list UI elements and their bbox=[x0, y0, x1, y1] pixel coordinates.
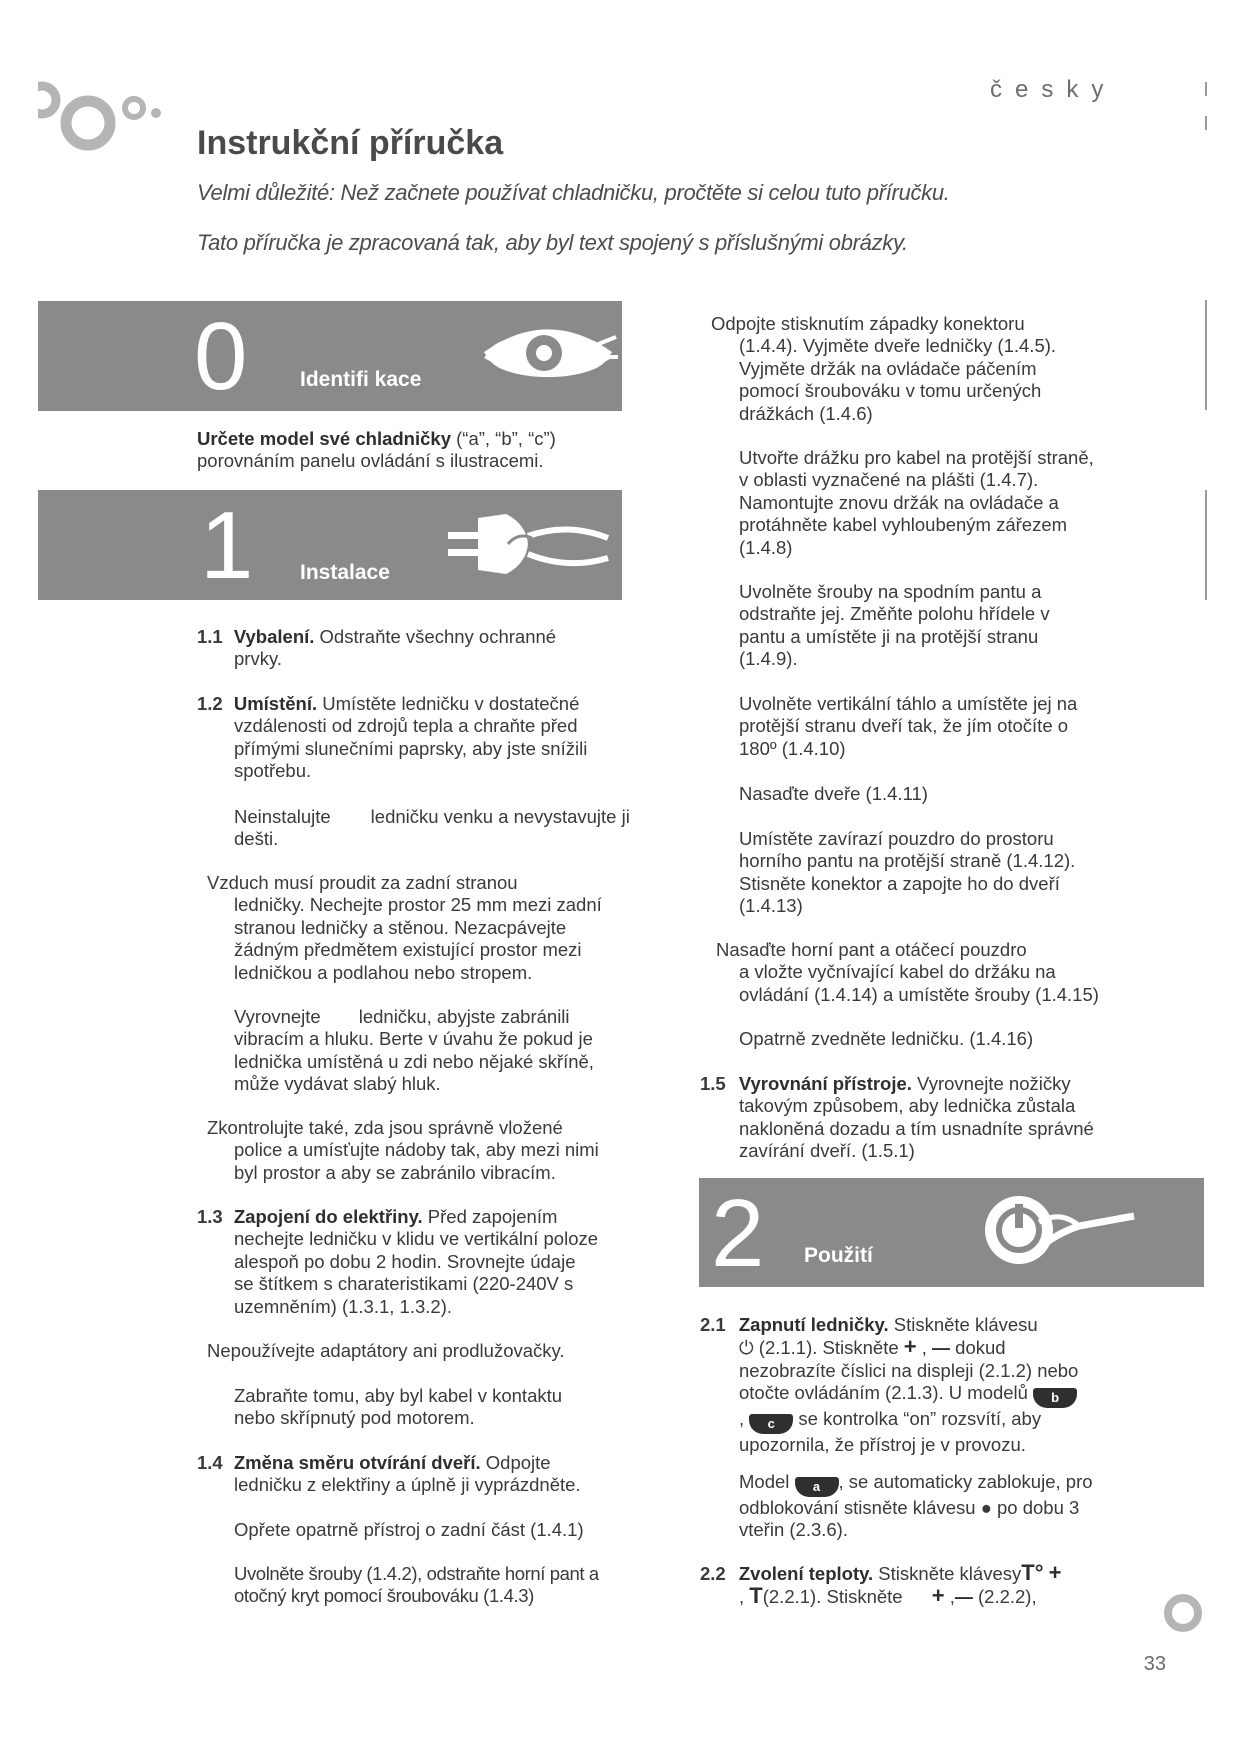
text-line: Namontujte znovu držák na ovládače a bbox=[739, 491, 1059, 513]
paragraph-lift: Opatrně zvedněte ledničku. (1.4.16) bbox=[739, 1028, 1034, 1049]
text-line: Stisněte konektor a zapojte ho do dveří bbox=[739, 872, 1060, 894]
model-a-key-icon: a bbox=[795, 1477, 839, 1497]
text-line: drážkách (1.4.6) bbox=[739, 402, 873, 424]
paragraph-cable-groove bbox=[739, 447, 1094, 559]
text-line: Umístěte ledničku v dostatečné bbox=[317, 693, 580, 714]
paragraph-number: 1.2 bbox=[197, 693, 223, 714]
paragraph-heading: Vyrovnání přístroje. bbox=[738, 1073, 912, 1094]
decorative-circle bbox=[1160, 1590, 1206, 1636]
paragraph-closing-sleeve bbox=[739, 828, 1075, 918]
paragraph-1-4 bbox=[197, 1452, 581, 1497]
text-line: ovládání (1.4.14) a umístěte šrouby (1.4.15) bbox=[739, 983, 1099, 1005]
text-line: Nasaďte horní pant a otáčecí pouzdro bbox=[716, 939, 1027, 960]
paragraph-1-1 bbox=[197, 626, 556, 671]
text-line: upozornila, že přístroj je v provozu. bbox=[739, 1434, 1026, 1456]
text-line: police a umísťujte nádoby tak, aby mezi nimi bbox=[234, 1139, 599, 1161]
text-line: takovým způsobem, aby lednička zůstala bbox=[739, 1095, 1076, 1117]
edge-mark bbox=[1205, 82, 1207, 96]
paragraph-lean-back: Opřete opatrně přístroj o zadní část (1.4.1) bbox=[234, 1519, 584, 1540]
edge-mark bbox=[1205, 116, 1207, 130]
text-line: dokud bbox=[950, 1337, 1006, 1359]
text-line: (1.4.8) bbox=[739, 536, 793, 558]
paragraph-number: 2.1 bbox=[700, 1314, 726, 1335]
text-line: Odstraňte všechny ochranné bbox=[314, 626, 557, 647]
section-number: 1 bbox=[200, 492, 254, 599]
text-line: Vyrovnejte bbox=[234, 1006, 321, 1027]
identification-heading: Určete model své chladničky bbox=[197, 428, 451, 449]
subtitle-important: Velmi důležité: Než začnete používat chladničku, pročtěte si celou tuto příručku. bbox=[197, 180, 950, 205]
paragraph-heading: Zapnutí ledničky. bbox=[738, 1314, 889, 1335]
text-line: Umístěte zavírazí pouzdro do prostoru bbox=[739, 828, 1054, 849]
paragraph-top-hinge bbox=[716, 939, 1099, 1006]
paragraph-number: 1.4 bbox=[197, 1452, 223, 1473]
text-line: nakloněná dozadu a tím usnadníte správné bbox=[739, 1117, 1094, 1139]
text-line: se kontrolka “on” rozsvítí, aby bbox=[793, 1408, 1042, 1430]
paragraph-heading: Vybalení. bbox=[233, 626, 315, 647]
paragraph-heading: Zapojení do elektřiny. bbox=[233, 1206, 423, 1227]
text-line: horního pantu na protější straně (1.4.12). bbox=[739, 850, 1076, 872]
page-title: Instrukční příručka bbox=[197, 124, 504, 162]
text-line: Vyjměte držák na ovládače páčením bbox=[739, 357, 1037, 379]
text-line: porovnáním panelu ovládání s ilustracemi. bbox=[197, 450, 544, 472]
text-line: Uvolněte vertikální táhlo a umístěte jej na bbox=[739, 693, 1078, 714]
model-b-key-icon: b bbox=[1033, 1388, 1077, 1408]
section-label: Identifi kace bbox=[300, 368, 422, 391]
plus-icon: + bbox=[931, 1583, 945, 1609]
text-line: ledničkou a podlahou nebo stropem. bbox=[234, 961, 533, 983]
paragraph-leveling bbox=[234, 1006, 594, 1096]
paragraph-heading: Zvolení teploty. bbox=[738, 1563, 874, 1584]
text-line: spotřebu. bbox=[234, 760, 312, 782]
text-line: se štítkem s charateristikami (220-240V s bbox=[234, 1273, 574, 1295]
eye-icon bbox=[478, 315, 618, 395]
text-line: pantu a umístěte ji na protější stranu bbox=[739, 625, 1039, 647]
text-line: Neinstalujte bbox=[234, 806, 331, 827]
text-line: alespoň po dobu 2 hodin. Srovnejte údaje bbox=[234, 1250, 576, 1272]
paragraph-heading: Umístění. bbox=[233, 693, 318, 714]
paragraph-check-shelves bbox=[207, 1117, 599, 1184]
text-line: přímými slunečními paprsky, aby jste snížili bbox=[234, 737, 588, 759]
text-line: protáhněte kabel vyhloubeným zářezem bbox=[739, 514, 1068, 536]
edge-mark bbox=[1205, 300, 1207, 410]
section-band-identification bbox=[38, 301, 622, 411]
paragraph-airflow bbox=[207, 872, 602, 984]
button-press-icon bbox=[969, 1188, 1139, 1283]
text-line: Stiskněte klávesy bbox=[873, 1563, 1022, 1584]
section-band-installation bbox=[38, 490, 622, 600]
paragraph-number: 1.1 bbox=[197, 626, 223, 647]
language-label: česky bbox=[990, 76, 1117, 103]
text-line: Vyrovnejte nožičky bbox=[911, 1073, 1071, 1094]
minus-icon: — bbox=[932, 1338, 951, 1359]
text-line: odblokování stisněte klávesu bbox=[739, 1497, 976, 1518]
text-line: Stiskněte klávesu bbox=[888, 1314, 1038, 1335]
plus-icon: + bbox=[1048, 1560, 1062, 1585]
text-line: Odpojte bbox=[480, 1452, 551, 1473]
paragraph-lower-hinge bbox=[739, 581, 1050, 671]
paragraph-remove-hinge bbox=[234, 1563, 599, 1608]
text-line: byl prostor a aby se zabránilo vibracím. bbox=[234, 1161, 556, 1183]
text-line: ledničky. Nechejte prostor 25 mm mezi zadní bbox=[234, 894, 602, 916]
paragraph-rain bbox=[234, 806, 664, 851]
text-line: v oblasti vyznačené na plášti (1.4.7). bbox=[739, 469, 1039, 491]
text-line: stranou ledničky a stěnou. Nezacpávejte bbox=[234, 916, 567, 938]
text-line: a vložte vyčnívající kabel do držáku na bbox=[739, 961, 1056, 983]
paragraph-1-5 bbox=[700, 1073, 1094, 1163]
text-line: ledničku venku a nevystavujte ji bbox=[370, 806, 630, 827]
comma: , bbox=[739, 1408, 745, 1430]
text-line: otočný kryt pomocí šroubováku (1.4.3) bbox=[234, 1585, 534, 1607]
text-line: Před zapojením bbox=[422, 1206, 558, 1227]
section-label: Instalace bbox=[300, 561, 390, 584]
model-codes: (“a”, “b”, “c”) bbox=[450, 428, 556, 449]
text-line: vibracím a hluku. Berte v úvahu že pokud je bbox=[234, 1028, 593, 1050]
comma: , bbox=[739, 1586, 745, 1608]
text-line: Zabraňte tomu, aby byl kabel v kontaktu bbox=[234, 1385, 563, 1406]
text-line: vteřin (2.3.6). bbox=[739, 1519, 848, 1541]
section-number: 2 bbox=[711, 1180, 765, 1287]
text-line: žádným předmětem existující prostor mezi bbox=[234, 939, 582, 961]
paragraph-fit-doors: Nasaďte dveře (1.4.11) bbox=[739, 783, 928, 804]
paragraph-vertical-rod bbox=[739, 693, 1077, 760]
plug-icon bbox=[448, 504, 618, 584]
text-line: lednička umístěná u zdi nebo nějaké skříně, bbox=[234, 1050, 594, 1072]
text-line: Utvořte drážku pro kabel na protější straně, bbox=[739, 447, 1094, 468]
text-line: může vydávat slabý hluk. bbox=[234, 1073, 441, 1095]
text-line: po dobu 3 bbox=[997, 1497, 1080, 1518]
paragraph-model-lock bbox=[739, 1471, 1093, 1542]
text-line: (2.2.1). Stiskněte bbox=[762, 1586, 903, 1608]
paragraph-disconnect bbox=[711, 313, 1056, 425]
text-line: odstraňte jej. Změňte polohu hřídele v bbox=[739, 603, 1050, 625]
text-line: uzemněním) (1.3.1, 1.3.2). bbox=[234, 1295, 452, 1317]
text-line: prvky. bbox=[234, 648, 282, 670]
text-line: (1.4.4). Vyjměte dveře ledničky (1.4.5). bbox=[739, 335, 1057, 357]
paragraph-number: 1.5 bbox=[700, 1073, 726, 1094]
text-line: vzdálenosti od zdrojů tepla a chraňte před bbox=[234, 715, 578, 737]
text-line: (2.1.1). Stiskněte bbox=[753, 1337, 904, 1359]
paragraph-2-1 bbox=[700, 1314, 1078, 1457]
text-line: protější stranu dveří tak, že jím otočíte o bbox=[739, 715, 1069, 737]
minus-icon: — bbox=[954, 1587, 973, 1608]
comma: , bbox=[949, 1586, 955, 1608]
text-line: (1.4.13) bbox=[739, 895, 803, 917]
plus-icon: + bbox=[903, 1334, 917, 1360]
paragraph-heading: Změna směru otvírání dveří. bbox=[233, 1452, 481, 1473]
paragraph-1-3 bbox=[197, 1206, 598, 1318]
text-line: ledničku z elektřiny a úplně ji vyprázdněte. bbox=[234, 1474, 581, 1496]
text-line: Vzduch musí proudit za zadní stranou bbox=[207, 872, 518, 893]
temperature-down-icon: T bbox=[749, 1583, 763, 1609]
text-line: Uvolněte šrouby na spodním pantu a bbox=[739, 581, 1042, 602]
paragraph-number: 1.3 bbox=[197, 1206, 223, 1227]
text-line: Model bbox=[739, 1471, 790, 1492]
page-number: 33 bbox=[1143, 1653, 1166, 1675]
identification-text bbox=[197, 428, 556, 473]
paragraph-1-2 bbox=[197, 693, 587, 783]
subtitle-structure: Tato příručka je zpracovaná tak, aby byl text spojený s příslušnými obrázky. bbox=[197, 230, 908, 255]
temperature-up-icon: T° bbox=[1021, 1560, 1044, 1585]
paragraph-no-adapters: Nepoužívejte adaptátory ani prodlužovačky. bbox=[207, 1340, 565, 1361]
section-number: 0 bbox=[194, 303, 248, 410]
text-line: nebo skřípnutý pod motorem. bbox=[234, 1407, 475, 1429]
comma: , bbox=[921, 1337, 927, 1359]
text-line: nezobrazíte číslici na displeji (2.1.2) nebo bbox=[739, 1359, 1079, 1381]
paragraph-cable bbox=[234, 1385, 562, 1430]
text-line: dešti. bbox=[234, 828, 279, 850]
brand-logo-circles bbox=[38, 78, 168, 178]
text-line: Zkontrolujte také, zda jsou správně vložené bbox=[207, 1117, 563, 1138]
text-line: 180º (1.4.10) bbox=[739, 737, 846, 759]
text-line: pomocí šroubováku v tomu určených bbox=[739, 380, 1042, 402]
text-line: , se automaticky zablokuje, pro bbox=[838, 1471, 1093, 1492]
paragraph-number: 2.2 bbox=[700, 1563, 726, 1584]
text-line: ledničku, abyjste zabránili bbox=[358, 1006, 570, 1027]
paragraph-2-2 bbox=[700, 1562, 1062, 1609]
edge-mark bbox=[1205, 490, 1207, 600]
text-line: (2.2.2), bbox=[972, 1586, 1037, 1608]
lock-key-icon: ● bbox=[980, 1497, 992, 1518]
model-c-key-icon: c bbox=[749, 1414, 793, 1434]
text-line: otočte ovládáním (2.1.3). U modelů bbox=[739, 1382, 1028, 1404]
text-line: (1.4.9). bbox=[739, 648, 798, 670]
text-line: zavírání dveří. (1.5.1) bbox=[739, 1140, 915, 1162]
power-icon: ⏻ bbox=[739, 1337, 754, 1359]
text-line: Odpojte stisknutím západky konektoru bbox=[711, 313, 1025, 334]
text-line: Uvolněte šrouby (1.4.2), odstraňte horní pant a bbox=[234, 1563, 599, 1584]
text-line: nechejte ledničku v klidu ve vertikální poloze bbox=[234, 1228, 599, 1250]
section-band-usage bbox=[699, 1178, 1204, 1287]
section-label: Použití bbox=[804, 1244, 873, 1267]
